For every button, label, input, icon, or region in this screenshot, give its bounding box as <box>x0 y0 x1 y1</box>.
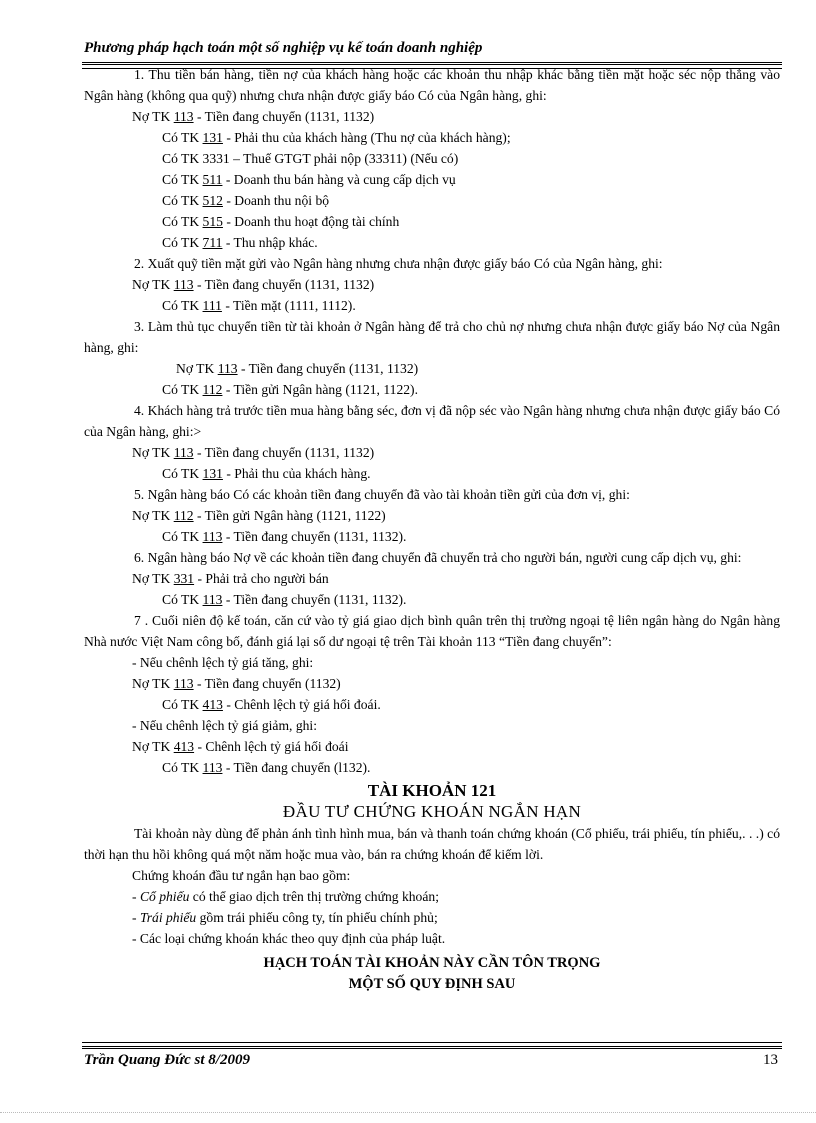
entry-7-debit-413 <box>84 736 780 757</box>
account-number: 711 <box>202 235 223 250</box>
label: Có TK <box>162 466 203 481</box>
entry-6-debit <box>84 568 780 589</box>
account-number: 131 <box>202 466 223 481</box>
entry-7-debit-113 <box>84 673 780 694</box>
account-desc: - Tiền đang chuyển (1131, 1132). <box>222 529 407 544</box>
account-desc: - Chênh lệch tỷ giá hối đoái <box>194 739 349 754</box>
entry-7-case-decrease: - Nếu chênh lệch tỷ giá giảm, ghi: <box>132 718 317 733</box>
account-number: 113 <box>202 760 223 775</box>
label: Nợ TK <box>132 277 174 292</box>
account-number: 331 <box>173 571 195 586</box>
account-desc: - Tiền gửi Ngân hàng (1121, 1122). <box>222 382 418 397</box>
footer-author: Trần Quang Đức st 8/2009 <box>84 1052 250 1068</box>
page-edge <box>0 1112 816 1113</box>
term-desc: gồm trái phiếu công ty, tín phiếu chính phủ; <box>196 910 438 925</box>
label: Có TK <box>162 592 203 607</box>
section-subtitle: ĐẦU TƯ CHỨNG KHOÁN NGẮN HẠN <box>282 802 582 821</box>
list-item-bonds <box>84 907 780 928</box>
term: Trái phiếu <box>139 910 197 925</box>
label: Nợ TK <box>132 445 174 460</box>
footer-rule <box>82 1042 782 1049</box>
entry-1-credit-711 <box>84 232 780 253</box>
label: Có TK <box>162 214 203 229</box>
label: Có TK <box>162 172 203 187</box>
label: Nợ TK <box>132 739 174 754</box>
entry-2-debit <box>84 274 780 295</box>
label: Có TK <box>162 130 203 145</box>
account-desc: - Doanh thu nội bộ <box>222 193 330 208</box>
account-desc: - Thu nhập khác. <box>222 235 318 250</box>
account-number: 113 <box>173 445 194 460</box>
account-number: 112 <box>202 382 223 397</box>
entry-2-description: 2. Xuất quỹ tiền mặt gửi vào Ngân hàng nhưng chưa nhận được giấy báo Có của Ngân hàng, ghi: <box>134 256 663 271</box>
account-desc: - Chênh lệch tỷ giá hối đoái. <box>222 697 381 712</box>
document-body <box>84 64 780 995</box>
rules-heading-2: MỘT SỐ QUY ĐỊNH SAU <box>348 976 516 992</box>
entry-3-description: 3. Làm thủ tục chuyển tiền từ tài khoản ở Ngân hàng để trả cho chủ nợ nhưng chưa nhận được giấy báo Nợ của Ngân hàng, ghi: <box>84 319 780 355</box>
account-desc: - Phải thu của khách hàng. <box>222 466 371 481</box>
label: Nợ TK <box>132 508 174 523</box>
entry-1-debit <box>84 106 780 127</box>
account-desc: - Tiền đang chuyển (1131, 1132). <box>222 592 407 607</box>
entry-4-debit <box>84 442 780 463</box>
list-item-stocks <box>84 886 780 907</box>
entry-1-credit-511 <box>84 169 780 190</box>
account-number: 511 <box>202 172 223 187</box>
entry-4-credit <box>84 463 780 484</box>
account-desc: - Tiền đang chuyển (1131, 1132) <box>237 361 419 376</box>
account-desc: - Tiền mặt (1111, 1112). <box>221 298 356 313</box>
label: Nợ TK <box>176 361 218 376</box>
account-desc: - Phải thu của khách hàng (Thu nợ của khách hàng); <box>222 130 511 145</box>
entry-6-description: 6. Ngân hàng báo Nợ về các khoản tiền đang chuyển đã chuyển trả cho người bán, người cung cấp dịch vụ, ghi: <box>134 550 742 565</box>
label: Có TK <box>162 697 203 712</box>
account-desc: - Tiền đang chuyển (1132) <box>193 676 341 691</box>
entry-4-description: 4. Khách hàng trả trước tiền mua hàng bằng séc, đơn vị đã nộp séc vào Ngân hàng nhưng chưa nhận được giấy báo Có của Ngân hàng, ghi:> <box>84 403 780 439</box>
entry-7-case-increase: - Nếu chênh lệch tỷ giá tăng, ghi: <box>132 655 314 670</box>
account-number: 113 <box>202 529 223 544</box>
account-number: 413 <box>173 739 195 754</box>
entry-7-credit-113 <box>84 757 780 778</box>
entry-5-description: 5. Ngân hàng báo Có các khoản tiền đang chuyển đã vào tài khoản tiền gửi của đơn vị, ghi: <box>134 487 630 502</box>
account-desc: - Tiền gửi Ngân hàng (1121, 1122) <box>193 508 386 523</box>
label: Có TK <box>162 193 203 208</box>
label: Có TK <box>162 382 203 397</box>
dash: - <box>132 910 140 925</box>
entry-7-description: 7 . Cuối niên độ kế toán, căn cứ vào tỷ giá giao dịch bình quân trên thị trường ngoại tệ liên ngân hàng do Ngân hàng Nhà nước Việt Nam công bố, đánh giá lại số dư ngoại tệ trên Tài khoản 113 “Tiền đang chuyển”: <box>84 613 780 649</box>
account-desc: - Tiền đang chuyển (1131, 1132) <box>193 277 375 292</box>
page-header: Phương pháp hạch toán một số nghiệp vụ kế toán doanh nghiệp <box>84 40 483 56</box>
entry-3-credit <box>84 379 780 400</box>
entry-5-debit <box>84 505 780 526</box>
account-number: 131 <box>202 130 223 145</box>
account-desc: - Tiền đang chuyển (l132). <box>222 760 371 775</box>
account-number: 113 <box>217 361 238 376</box>
account-number: 515 <box>202 214 223 229</box>
account-number: 112 <box>173 508 194 523</box>
label: Có TK <box>162 529 203 544</box>
label: Có TK <box>162 298 203 313</box>
term-desc: có thể giao dịch trên thị trường chứng khoán; <box>189 889 439 904</box>
page-number: 13 <box>763 1052 778 1068</box>
label: Nợ TK <box>132 109 174 124</box>
label: Nợ TK <box>132 571 174 586</box>
term: Cổ phiếu <box>139 889 190 904</box>
account-number: 111 <box>202 298 222 313</box>
entry-5-credit <box>84 526 780 547</box>
rules-heading-1: HẠCH TOÁN TÀI KHOẢN NÀY CẦN TÔN TRỌNG <box>263 955 601 971</box>
entry-3-debit <box>84 358 780 379</box>
entry-1-credit-131 <box>84 127 780 148</box>
entry-2-credit <box>84 295 780 316</box>
account-desc: - Phải trả cho người bán <box>194 571 329 586</box>
account-number: 113 <box>202 592 223 607</box>
account-number: 113 <box>173 109 194 124</box>
section-title: TÀI KHOẢN 121 <box>367 781 497 800</box>
account-desc: - Doanh thu hoạt động tài chính <box>222 214 400 229</box>
label: Có TK <box>162 760 203 775</box>
account-number: 113 <box>173 676 194 691</box>
section-intro: Tài khoản này dùng để phản ánh tình hình mua, bán và thanh toán chứng khoán (Cổ phiếu, trái phiếu, tín phiếu,. . .) có thời hạn thu hồi không quá một năm hoặc mua vào, bán ra chứng khoán để kiếm lời. <box>84 826 780 862</box>
label: Nợ TK <box>132 676 174 691</box>
dash: - <box>132 889 140 904</box>
entry-1-description: 1. Thu tiền bán hàng, tiền nợ của khách hàng hoặc các khoản thu nhập khác bằng tiền mặt hoặc séc nộp thẳng vào Ngân hàng (không qua quỹ) nhưng chưa nhận được giấy báo Có của Ngân hàng, ghi: <box>84 67 780 103</box>
account-desc: - Tiền đang chuyển (1131, 1132) <box>193 445 375 460</box>
entry-1-credit-3331: Có TK 3331 – Thuế GTGT phải nộp (33311) (Nếu có) <box>162 151 459 166</box>
entry-7-credit-413 <box>84 694 780 715</box>
list-intro: Chứng khoán đầu tư ngắn hạn bao gồm: <box>132 868 351 883</box>
account-number: 413 <box>202 697 223 712</box>
entry-6-credit <box>84 589 780 610</box>
list-item-other: - Các loại chứng khoán khác theo quy định của pháp luật. <box>132 931 446 946</box>
entry-1-credit-515 <box>84 211 780 232</box>
account-desc: - Doanh thu bán hàng và cung cấp dịch vụ <box>222 172 456 187</box>
account-number: 113 <box>173 277 194 292</box>
account-number: 512 <box>202 193 223 208</box>
account-desc: - Tiền đang chuyển (1131, 1132) <box>193 109 375 124</box>
entry-1-credit-512 <box>84 190 780 211</box>
label: Có TK <box>162 235 203 250</box>
